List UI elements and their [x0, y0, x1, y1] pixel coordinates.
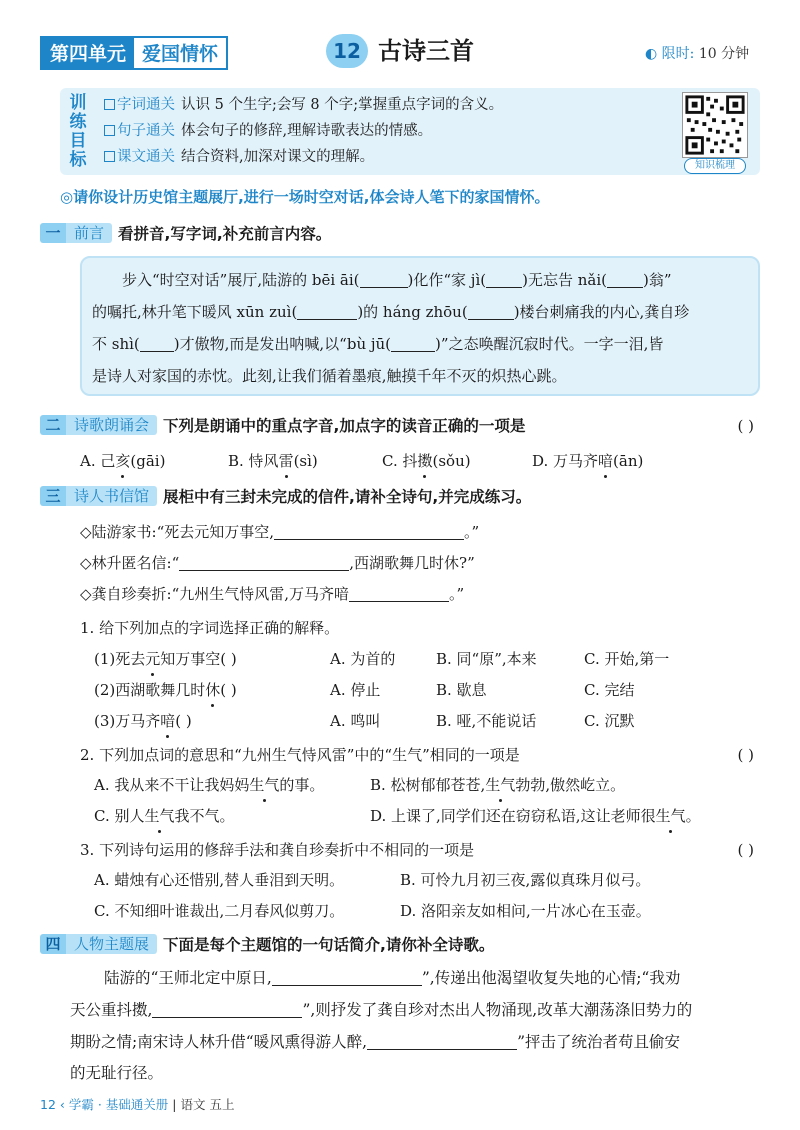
checkbox[interactable]: [104, 151, 115, 162]
checkbox[interactable]: [104, 99, 115, 110]
goal-item: 句子通关 体会句子的修辞,理解诗歌表达的情感。: [104, 120, 432, 142]
qr-code-icon[interactable]: [682, 92, 748, 158]
answer-blank[interactable]: [607, 270, 643, 288]
q1-option[interactable]: B. 哑,不能说话: [436, 712, 537, 730]
paragraph-line: 陆游的“王师北定中原日, ”,传递出他渴望收复失地的心情;“我劝: [104, 969, 681, 987]
q2-option-d[interactable]: D. 上课了,同学们还在窃窃私语,这让老师很生气。: [370, 804, 701, 828]
chevron-left-icon: ‹: [59, 1097, 65, 1112]
answer-blank[interactable]: [272, 968, 422, 986]
foreword-line: 不 shì( )才傲物,而是发出呐喊,以“bù jū( )”之态唤醒沉寂时代。一字一泪,皆: [92, 335, 664, 353]
answer-paren[interactable]: ( ): [737, 417, 754, 435]
answer-blank[interactable]: [468, 302, 514, 320]
q1-option[interactable]: B. 同“原”,本来: [436, 650, 537, 668]
q2-option-b[interactable]: B. 松树郁郁苍苍,生气勃勃,傲然屹立。: [370, 773, 625, 797]
q1-row: (3)万马齐喑( ): [94, 709, 192, 733]
q1-option[interactable]: B. 歇息: [436, 681, 487, 699]
q1-option[interactable]: C. 开始,第一: [584, 650, 670, 668]
answer-blank[interactable]: [152, 1000, 302, 1018]
goal-item: 字词通关 认识 5 个生字;会写 8 个字;掌握重点字词的含义。: [104, 94, 503, 116]
checkbox[interactable]: [104, 125, 115, 136]
unit-tag: [40, 36, 228, 70]
answer-blank[interactable]: [297, 302, 357, 320]
q1-option[interactable]: C. 沉默: [584, 712, 635, 730]
question-1-stem: 1. 给下列加点的字词选择正确的解释。: [80, 619, 340, 637]
answer-blank[interactable]: [349, 584, 449, 602]
q1-option[interactable]: A. 停止: [330, 681, 381, 699]
q1-row: (1)死去元知万事空( ): [94, 647, 237, 671]
subject: 语文 五上: [180, 1097, 235, 1112]
q1-option[interactable]: A. 为首的: [330, 650, 396, 668]
answer-blank[interactable]: [367, 1032, 517, 1050]
q2-option-a[interactable]: A. 我从来不干让我妈妈生气的事。: [94, 773, 324, 797]
q3-option-a[interactable]: A. 蜡烛有心还惜别,替人垂泪到天明。: [94, 871, 345, 889]
paragraph-line: 期盼之情;南宋诗人林升借“暖风熏得游人醉, ”抨击了统治者苟且偷安: [70, 1033, 681, 1051]
time-label: 限时:: [661, 46, 695, 62]
intro-text: ◎请你设计历史馆主题展厅,进行一场时空对话,体会诗人笔下的家国情怀。: [60, 188, 550, 206]
lesson-number: 12: [326, 34, 368, 68]
answer-paren[interactable]: ( ): [737, 746, 754, 764]
option-b[interactable]: B. 恃风雷(sì): [228, 449, 318, 473]
unit-label: 第四单元: [42, 38, 134, 68]
goal-item: 课文通关 结合资料,加深对课文的理解。: [104, 146, 374, 168]
q3-option-b[interactable]: B. 可怜九月初三夜,露似真珠月似弓。: [400, 871, 651, 889]
page-title: 古诗三首: [378, 37, 474, 65]
foreword-box: [80, 256, 760, 396]
q2-option-c[interactable]: C. 别人生气我不气。: [94, 804, 235, 828]
letter-line: ◇林升匿名信:“ ,西湖歌舞几时休?”: [80, 554, 475, 572]
section-header-3: 三 诗人书信馆 展柜中有三封未完成的信件,请补全诗句,并完成练习。: [40, 484, 531, 508]
paragraph-line: 天公重抖擞, ”,则抒发了龚自珍对杰出人物涌现,改革大潮荡涤旧势力的: [70, 1001, 693, 1019]
answer-blank[interactable]: [179, 553, 349, 571]
foreword-line: 的嘱托,林升笔下暖风 xūn zuì( )的 háng zhōu( )楼台刺痛我的内心,龚自珍: [92, 303, 690, 321]
question-2-stem: 2. 下列加点词的意思和“九州生气恃风雷”中的“生气”相同的一项是: [80, 746, 520, 764]
answer-blank[interactable]: [274, 522, 464, 540]
section-header-4: 四 人物主题展 下面是每个主题馆的一句话简介,请你补全诗歌。: [40, 932, 494, 956]
section-header-2: 二 诗歌朗诵会 下列是朗诵中的重点字音,加点字的读音正确的一项是: [40, 413, 525, 437]
page-number: 12: [40, 1097, 56, 1112]
answer-blank[interactable]: [140, 334, 174, 352]
q3-option-d[interactable]: D. 洛阳亲友如相问,一片冰心在玉壶。: [400, 902, 651, 920]
option-a[interactable]: A. 己亥(gāi): [80, 449, 165, 473]
letter-line: ◇陆游家书:“死去元知万事空, 。”: [80, 523, 480, 541]
time-value: 10 分钟: [698, 46, 750, 62]
question-3-stem: 3. 下列诗句运用的修辞手法和龚自珍奏折中不相同的一项是: [80, 841, 475, 859]
answer-blank[interactable]: [360, 270, 408, 288]
q1-row: (2)西湖歌舞几时休( ): [94, 678, 237, 702]
foreword-line: 是诗人对家国的赤忱。此刻,让我们循着墨痕,触摸千年不灭的炽热心跳。: [92, 367, 567, 385]
answer-blank[interactable]: [391, 334, 435, 352]
goals-label: 训 练 目 标: [69, 92, 87, 170]
option-c[interactable]: C. 抖擞(sǒu): [382, 449, 471, 473]
qr-label: 知识梳理: [684, 158, 746, 174]
q1-option[interactable]: A. 鸣叫: [330, 712, 381, 730]
time-limit: [645, 44, 749, 64]
book-series: 学霸 · 基础通关册: [68, 1097, 169, 1112]
option-d[interactable]: D. 万马齐喑(ān): [532, 449, 643, 473]
answer-paren[interactable]: ( ): [737, 841, 754, 859]
divider: |: [172, 1097, 181, 1112]
q1-option[interactable]: C. 完结: [584, 681, 635, 699]
unit-theme: 爱国情怀: [134, 38, 226, 68]
q3-option-c[interactable]: C. 不知细叶谁裁出,二月春风似剪刀。: [94, 902, 345, 920]
clock-icon: ◐: [645, 46, 658, 62]
page-footer: [40, 1096, 234, 1114]
letter-line: ◇龚自珍奏折:“九州生气恃风雷,万马齐喑 。”: [80, 585, 465, 603]
section-header-1: 一 前言 看拼音,写字词,补充前言内容。: [40, 221, 331, 245]
paragraph-line: 的无耻行径。: [70, 1064, 164, 1082]
answer-blank[interactable]: [486, 270, 522, 288]
foreword-line: 步入“时空对话”展厅,陆游的 bēi āi( )化作“家 jì( )无忘告 nǎi( )翁”: [122, 271, 672, 289]
